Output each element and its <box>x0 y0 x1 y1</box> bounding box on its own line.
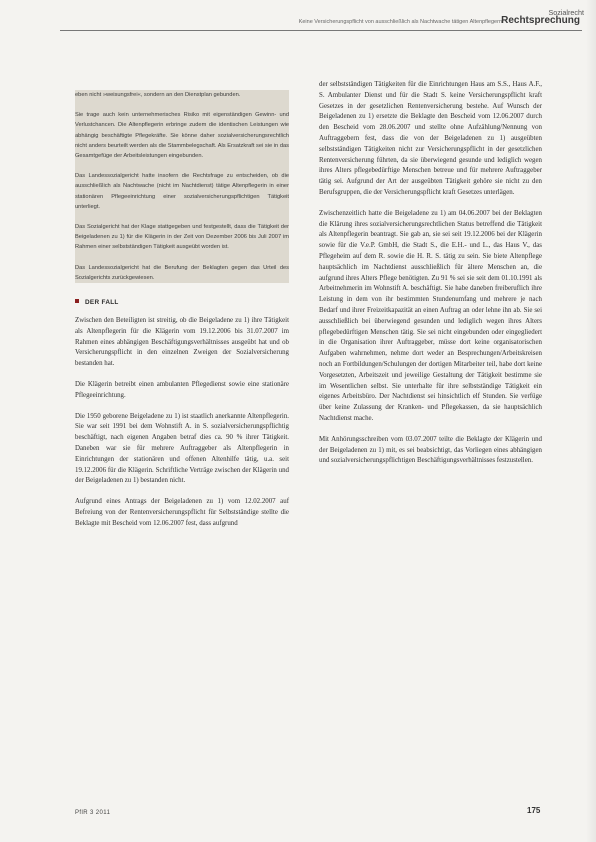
summary-paragraph: Das Landessozialgericht hat die Berufung der Beklagten gegen das Urteil des Sozialgerichts zurückgewiesen. <box>75 264 289 281</box>
body-paragraph: Zwischenzeitlich hatte die Beigeladene zu 1) am 04.06.2007 bei der Beklagten die Klärung ihres sozialversicherungsrechtlichen Status betreffend die Tätigkeit als Altenpflegerin beantragt. Sie gab an, sie sei seit 19.12.2006 bei der Klägerin sowie für die V.e.P. GmbH, die Stadt S., die E.H.- und L., das Haus V., das Pflegeheim auf dem R. sowie die H. R. S. tätig zu sein. Sie biete Altenpflege hauptsächlich im Nachtdienst ausschließlich für ältere Menschen an, die aufgrund ihres Alters Pflege benötigten. Zu 91 % sei sie seit dem 01.10.1991 als Arbeitnehmerin im Wohnstift A. beschäftigt. Sie habe daneben freiberuflich ihre Leistung in dem von ihr bestimmten Stundenumfang und mehrere je nach Bedarf und ihrer Freizeitkapazität an einen Auftrag an oder lehne ihn ab. Sie sei ausschließlich bei überwiegend gesunden und lediglich wegen ihres Alters pflegebedürftigen Menschen tätig. Sie sei nicht eingebunden oder eingegliedert in die Organisation ihrer Auftraggeber, müsse dort keine organisatorischen Aufgaben wahrnehmen, nehme dort weder an Besprechungen/Arbeitskreisen noch an Fortbildungen/Schulungen der dortigen Mitarbeiter teil, habe dort keine Vorgesetzten, Arbeitszeit und jeweilige Gestaltung der Tätigkeit bestimme sie im Wesentlichen selbst. Sie unterhalte für ihre selbstständige Tätigkeit ein eigenes Arbeitsbüro. Der Nachtdienst sei hinsichtlich elf Stunden. Sie verfüge über keine Zulassung der Kranken- und Pflegekassen, da sie hauptsächlich Nachtdienst mache. <box>319 209 542 422</box>
summary-paragraph: Das Landessozialgericht hatte insofern die Rechtsfrage zu entscheiden, ob die ausschließlich als Nachtwache (nicht im Nachtdienst) tätige Altenpflegerin in einer stationären Pflegeeinrichtung einer sozialversicherungspflichtigen Tätigkeit unterliegt. <box>75 173 289 210</box>
square-bullet-icon <box>75 299 79 303</box>
running-title: Keine Versicherungspflicht von ausschließlich als Nachtwache tätigen Altenpflegern <box>298 19 502 25</box>
case-text <box>75 316 289 530</box>
section-label: Sozialrecht <box>548 8 584 17</box>
body-paragraph: Die Klägerin betreibt einen ambulanten Pflegedienst sowie eine stationäre Pflegeeinrichtung. <box>75 381 289 399</box>
category-title: Rechtsprechung <box>501 15 580 26</box>
case-heading-label: DER FALL <box>85 299 119 307</box>
continued-text <box>319 80 542 467</box>
body-paragraph: der selbstständigen Tätigkeiten für die Einrichtungen Haus am S.S., Haus A.F., S. Ambulanter Dienst und für die Stadt S. keine Versicherungspflicht kraft Gesetzes in der gesetzlichen Rentenversicherung bestehe. Auf Wunsch der Beigeladenen zu 1) ersetzte die Beklagte den Bescheid vom 12.06.2007 durch den Bescheid vom 28.06.2007 und stellte ohne Aufzählung/Nennung von Auftraggebern fest, dass die von der Beigeladenen zu 1) ausgeübten selbstständigen Tätigkeiten nicht zur Versicherungspflicht in der gesetzlichen Rentenversicherung führten, da sie überwiegend gesunde und lediglich wegen ihres Alters pflegebedürftige Menschen betreue und für mehrere Auftraggeber tätig sei. Aufgrund der Art der ausgeübten Tätigkeit gehöre sie nicht zu den Berufsgruppen, die der Versicherungspflicht kraft Gesetzes unterlägen. <box>319 81 542 196</box>
journal-reference: PflR 3 2011 <box>75 810 111 816</box>
summary-paragraph: Sie trage auch kein unternehmerisches Risiko mit eigenständigen Gewinn- und Verlustchancen. Die Altenpflegerin erbringe zudem die identischen Leistungen wie abhängig beschäftigte Pflegekräfte. Sie könne daher sozialversicherungsrechtlich nicht anders beurteilt werden als die Stammbelegschaft. Als Ersatzkraft sei sie in das Gesamtgefüge der Arbeitsleistungen eingebunden. <box>75 112 289 160</box>
page-edge-shadow <box>586 0 596 842</box>
summary-box <box>75 90 289 283</box>
body-paragraph: Die 1950 geborene Beigeladene zu 1) ist staatlich anerkannte Altenpflegerin. Sie war seit 1991 bei dem Wohnstift A. in S. sozialversicherungspflichtig beschäftigt, nach eigenen Angaben betraf dies ca. 90 % ihrer Tätigkeit. Daneben war sie für mehrere Auftraggeber als Altenpflegerin in Einrichtungen der stationären und offenen Altenhilfe tätig, u.a. seit 19.12.2006 für die Klägerin. Schriftliche Verträge zwischen der Klägerin und der Beigeladenen zu 1) bestanden nicht. <box>75 412 289 485</box>
summary-paragraph: eben nicht »weisungsfrei«, sondern an den Dienstplan gebunden. <box>75 92 241 98</box>
left-column <box>75 90 289 540</box>
body-paragraph: Aufgrund eines Antrags der Beigeladenen zu 1) vom 12.02.2007 auf Befreiung von der Rentenversicherungspflicht für Selbstständige stellte die Beklagte mit Bescheid vom 12.06.2007 fest, dass aufgrund <box>75 498 289 527</box>
body-paragraph: Zwischen den Beteiligten ist streitig, ob die Beigeladene zu 1) ihre Tätigkeit als Altenpflegerin für die Klägerin vom 19.12.2006 bis 31.07.2007 im Rahmen eines abhängigen Beschäftigungsverhältnisses ausgeübt hat und ob Versicherungspflicht in den einzelnen Zweigen der Sozialversicherung bestanden hat. <box>75 317 289 368</box>
right-column <box>319 80 542 477</box>
body-paragraph: Mit Anhörungsschreiben vom 03.07.2007 teilte die Beklagte der Klägerin und der Beigeladenen zu 1) mit, es sei beabsichtigt, das Vorliegen eines abhängigen und sozialversicherungspflichtigen Beschäftigungsverhältnisses festzustellen. <box>319 435 542 465</box>
summary-paragraph: Das Sozialgericht hat der Klage stattgegeben und festgestellt, dass die Tätigkeit der Beigeladenen zu 1) für die Klägerin in der Zeit von Dezember 2006 bis Juli 2007 im Rahmen einer selbstständigen Tätigkeit ausgeübt worden ist. <box>75 224 289 251</box>
case-heading <box>75 299 289 306</box>
page-number: 175 <box>527 806 541 815</box>
running-header <box>60 14 582 31</box>
